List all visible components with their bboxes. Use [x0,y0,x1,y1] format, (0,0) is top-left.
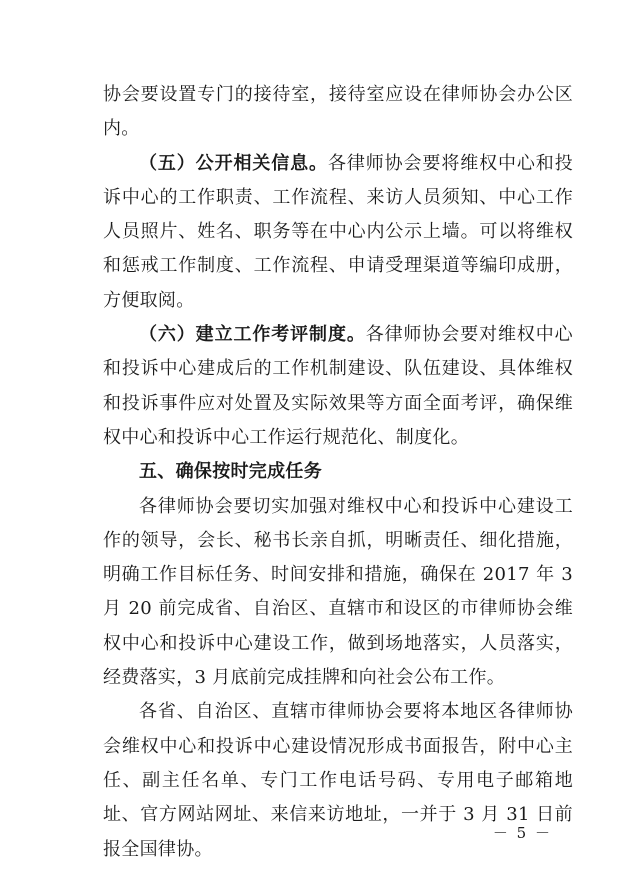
item-five-body: 各律师协会要将维权中心和投诉中心的工作职责、工作流程、来访人员须知、中心工作人员照片、姓名、职务等在中心内公示上墙。可以将维权和惩戒工作制度、工作流程、申请受理渠道等编印成册，方便取阅。 [103,152,573,311]
item-six-paragraph [103,318,573,455]
item-five-title: （五）公开相关信息。 [139,152,328,174]
document-body [103,78,573,867]
item-six-title: （六）建立工作考评制度。 [139,324,366,346]
section-five-heading: 五、确保按时完成任务 [139,461,322,483]
section-five-paragraph-2: 各省、自治区、直辖市律师协会要将本地区各律师协会维权中心和投诉中心建设情况形成书面报告，附中心主任、副主任名单、专门工作电话号码、专用电子邮箱地址、官方网站网址、来信来访地址，一并于 3 月 31 日前报全国律协。 [103,701,573,860]
item-five-paragraph [103,147,573,318]
item-six-body: 各律师协会要对维权中心和投诉中心建成后的工作机制建设、队伍建设、具体维权和投诉事件应对处置及实际效果等方面全面考评，确保维权中心和投诉中心工作运行规范化、制度化。 [103,324,573,448]
continuation-paragraph: 协会要设置专门的接待室，接待室应设在律师协会办公区内。 [103,84,573,140]
section-five-paragraph-1: 各律师协会要切实加强对维权中心和投诉中心建设工作的领导，会长、秘书长亲自抓，明晰责任、细化措施，明确工作目标任务、时间安排和措施，确保在 2017 年 3 月 20 前完成省、自治区、直辖市和设区的市律师协会维权中心和投诉中心建设工作，做到场地落实，人员落实，经费落实，3 月底前完成挂牌和向社会公布工作。 [103,495,573,689]
page-number: － 5 － [492,824,552,842]
